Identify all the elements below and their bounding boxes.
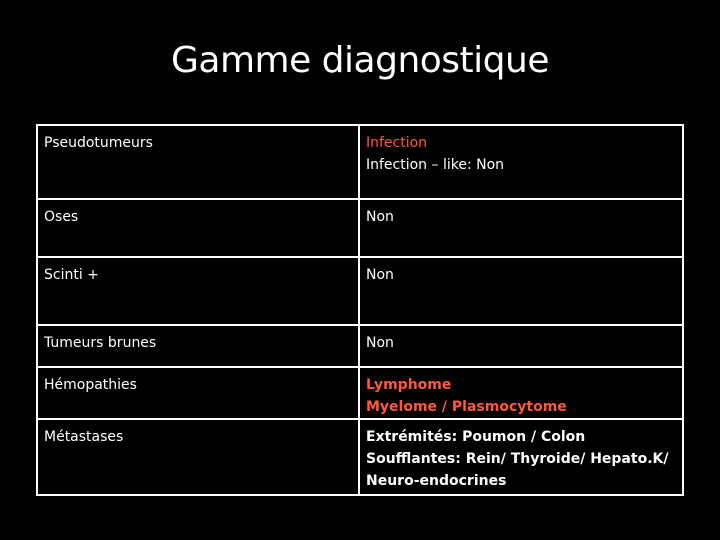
row-value [360, 258, 684, 324]
row-value-line: Extrémités: Poumon / Colon [366, 429, 586, 445]
row-label-text: Métastases [44, 429, 124, 445]
row-value [360, 326, 684, 366]
row-label [36, 258, 360, 324]
row-value-line: Neuro-endocrines [366, 473, 507, 489]
row-value-line: Non [366, 267, 394, 283]
row-label-text: Oses [44, 209, 79, 225]
table-row [36, 420, 684, 494]
row-value-line: Myelome / Plasmocytome [366, 399, 567, 415]
row-value [360, 200, 684, 256]
table-row [36, 368, 684, 420]
row-value-line: Soufflantes: Rein/ Thyroide/ Hepato.K/ [366, 451, 669, 467]
row-value-line: Lymphome [366, 377, 452, 393]
row-label-text: Hémopathies [44, 377, 137, 393]
row-label [36, 420, 360, 494]
row-value-line: Non [366, 209, 394, 225]
slide-title: Gamme diagnostique [171, 40, 549, 81]
row-label [36, 326, 360, 366]
row-value [360, 126, 684, 198]
diagnostic-table [36, 124, 684, 496]
row-value-line: Non [366, 335, 394, 351]
table-row [36, 200, 684, 258]
table-row [36, 126, 684, 200]
row-label-text: Scinti + [44, 267, 99, 283]
table-row [36, 258, 684, 326]
row-value [360, 420, 684, 494]
row-value-line: Infection – like: Non [366, 157, 505, 173]
row-label-text: Tumeurs brunes [44, 335, 157, 351]
row-label [36, 368, 360, 418]
row-value [360, 368, 684, 418]
table-row [36, 326, 684, 368]
row-label [36, 126, 360, 198]
row-label [36, 200, 360, 256]
row-value-line: Infection [366, 135, 428, 151]
row-label-text: Pseudotumeurs [44, 135, 153, 151]
